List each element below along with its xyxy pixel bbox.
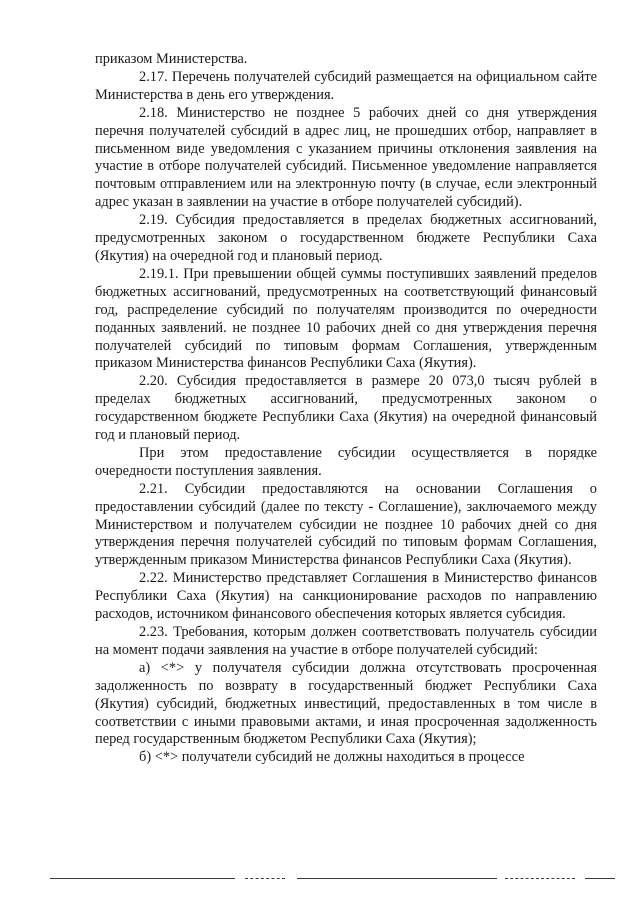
paragraph-2-20: 2.20. Субсидия предоставляется в размере 20 073,0 тысяч рублей в пределах бюджетных ассигнований, предусмотренных законом о государственном бюджете Республики Саха (Якутия) на очередной финансовый год и плановый период. — [95, 373, 597, 444]
paragraph-2-22: 2.22. Министерство представляет Соглашения в Министерство финансов Республики Саха (Якутия) на санкционирование расходов по направлению расходов, источником финансового обеспечения которых является субсидия. — [95, 570, 597, 623]
paragraph-2-21: 2.21. Субсидии предоставляются на основании Соглашения о предоставлении субсидий (далее по тексту - Соглашение), заключаемого между Министерством и получателем субсидии не позднее 10 рабочих дней со дня утверждения перечня получателей субсидий по типовым формам Соглашения, утвержденным приказом Министерства финансов Республики Саха (Якутия). — [95, 480, 597, 569]
paragraph-2-18: 2.18. Министерство не позднее 5 рабочих дней со дня утверждения перечня получателей субсидий в адрес лиц, не прошедших отбор, направляет в письменном виде уведомления с указанием причины отклонения заявления на участие в отборе получателей субсидий. Письменное уведомление направляется почтовым отправлением или на электронную почту (в случае, если электронный адрес указан в заявлении на участие в отборе получателей субсидий). — [95, 104, 597, 211]
paragraph-2-23-a: а) <*> у получателя субсидии должна отсутствовать просроченная задолженность по возврату в государственный бюджет Республики Саха (Якутия) субсидий, бюджетных инвестиций, предоставленных в том числе в соответствии с иными правовыми актами, и иная просроченная задолженность перед государственным бюджетом Республики Саха (Якутия); — [95, 659, 597, 748]
paragraph-2-19: 2.19. Субсидия предоставляется в пределах бюджетных ассигнований, предусмотренных законом о государственном бюджете Республики Саха (Якутия) на очередной год и плановый период. — [95, 212, 597, 264]
paragraph-2-23-b: б) <*> получатели субсидий не должны находиться в процессе — [139, 749, 525, 766]
paragraph-2-17: 2.17. Перечень получателей субсидий размещается на официальном сайте Министерства в день его утверждения. — [95, 68, 597, 103]
footer-rule-segment — [245, 878, 285, 879]
footer-rule-segment — [297, 878, 497, 879]
footer-rule-segment — [505, 878, 575, 879]
footer-rule-segment — [50, 878, 235, 879]
paragraph-2-19-1: 2.19.1. При превышении общей суммы поступивших заявлений пределов бюджетных ассигнований, предусмотренных на соответствующий финансовый год, распределение субсидий по получателям производится по очередности поданных заявлений. не позднее 10 рабочих дней со дня утверждения перечня получателей субсидий по типовым формам Соглашения, утвержденным приказом Министерства финансов Республики Саха (Якутия). — [95, 265, 597, 372]
paragraph-continuation: приказом Министерства. — [95, 51, 248, 67]
document-page — [95, 51, 597, 767]
paragraph-2-20-note: При этом предоставление субсидии осуществляется в порядке очередности поступления заявления. — [95, 444, 597, 479]
footer-rule-segment — [585, 878, 615, 879]
paragraph-2-23: 2.23. Требования, которым должен соответствовать получатель субсидии на момент подачи заявления на участие в отборе получателей субсидий: — [95, 624, 597, 658]
